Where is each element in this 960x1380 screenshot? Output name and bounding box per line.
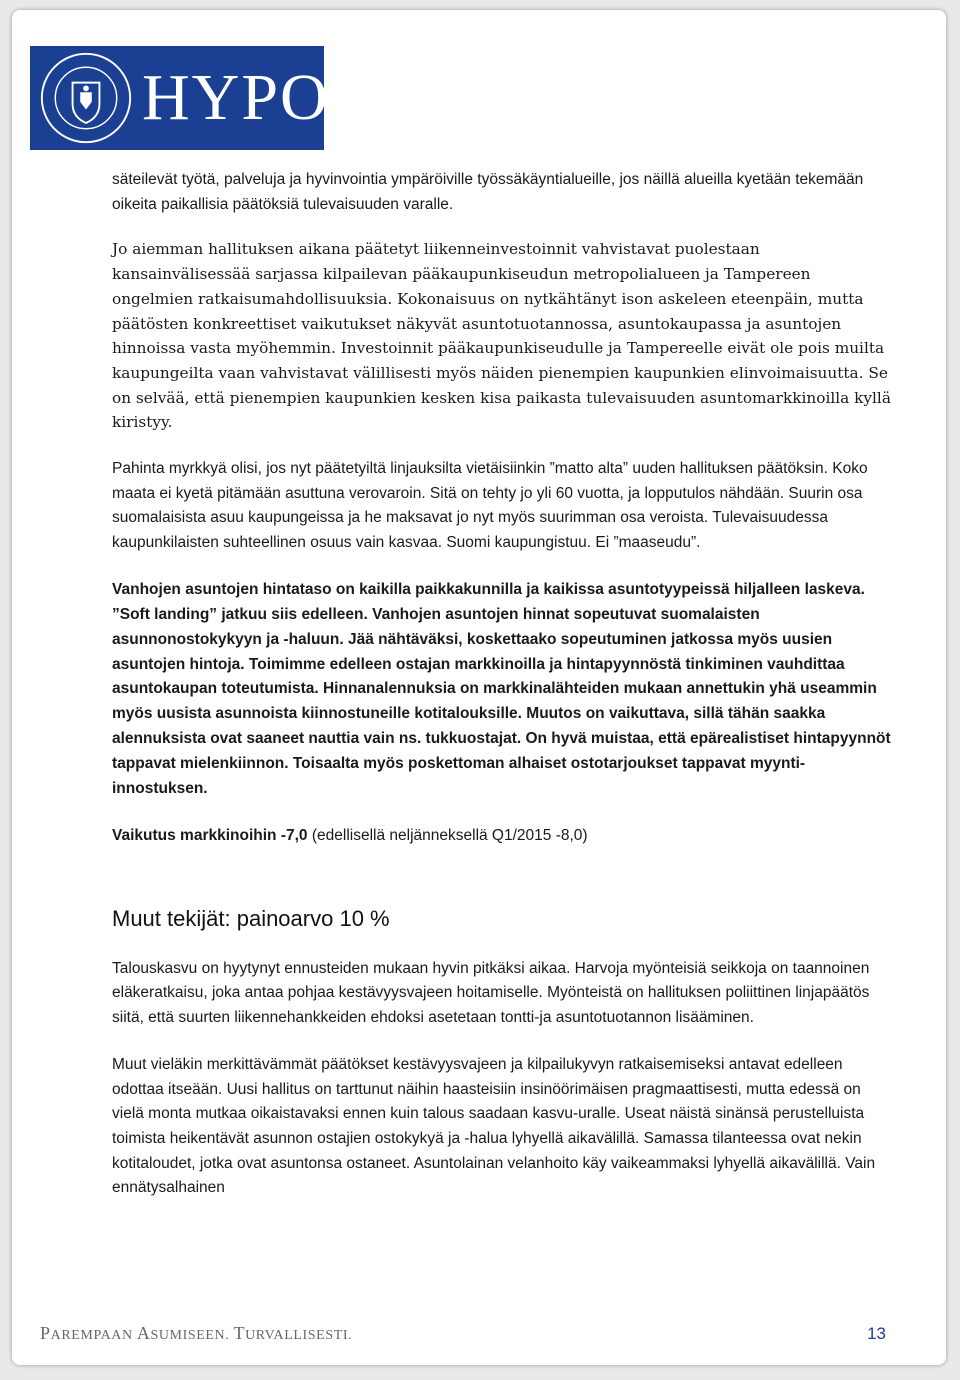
impact-line — [112, 824, 892, 849]
page-number: 13 — [867, 1324, 886, 1343]
document-page — [12, 10, 946, 1365]
section-heading: Muut tekijät: painoarvo 10 % — [112, 905, 390, 931]
hypo-logo — [30, 46, 330, 150]
footer-slogan: PAREMPAAN ASUMISEEN. TURVALLISESTI. — [40, 1323, 353, 1343]
paragraph-1: säteilevät työtä, palveluja ja hyvinvointia ympäröiville työssäkäyntialueille, jos näillä alueilla kyetään tekemään oikeita paikallisia päätöksiä tulevaisuuden varalle. — [112, 171, 864, 213]
paragraph-6: Muut vieläkin merkittävämmät päätökset kestävyysvajeen ja kilpailukyvyn ratkaisemiseksi antavat edelleen odottaa itseään. Uusi hallitus on tarttunut näihin haasteisiin insinöörimäisen pragmaattisesti, mutta edessä on vielä monta mutkaa oikaistavaksi ennen kuin talous saadaan kasvu-uralle. Useat näistä sinänsä perustelluista toimista heikentävät asunnon ostajien ostokykyä ja -halua lyhyellä aikavälillä. Samassa tilanteessa ovat nekin kotitaloudet, jotka ovat asuntonsa ostaneet. Asuntolainan velanhoito käy vaikeammaksi lyhyellä aikavälillä. Vain ennätysalhainen — [112, 1055, 876, 1197]
paragraph-4-bold: Vanhojen asuntojen hintataso on kaikilla paikkakunnilla ja kaikissa asuntotyypeissä hiljalleen laskeva. ”Soft landing” jatkuu siis edelleen. Vanhojen asuntojen hinnat sopeutuvat suomalaisten asunnonostokykyyn ja -haluun. Jää nähtäväksi, koskettaako sopeutuminen jatkossa myös uusien asuntojen hintoja. Toimimme edelleen ostajan markkinoilla ja hintapyynnöstä tinkiminen vauhdittaa asuntokaupan toteutumista. Hinnanalennuksia on markkinalähteiden mukaan annettukin yhä useammin myös uusista asunnoista kiinnostuneille kotitalouksille. Muutos on vaikuttava, sillä tähän saakka alennuksista ovat saaneet nauttia vain ns. tukkuostajat. On hyvä muistaa, että epärealistiset hintapyynnöt tappavat mielenkiinnon. Toisaalta myös poskettoman alhaiset ostotarjoukset tappavat myynti-innostuksen. — [112, 580, 891, 798]
paragraph-3: Pahinta myrkkyä olisi, jos nyt päätetyiltä linjauksilta vietäisiinkin ”matto alta” uuden hallituksen päätöksin. Koko maata ei kyetä pitämään asuttuna verovaroin. Sitä on tehty jo yli 60 vuotta, ja lopputulos nähdään. Suurin osa suomalaisista asuu kaupungeissa ja he maksavat jo nyt myös suurimman osa veroista. Tulevaisuudessa kaupunkilaisten suhteellinen osuus vain kasvaa. Suomi kaupungistuu. Ei ”maaseudu”. — [112, 460, 868, 552]
paragraph-5: Talouskasvu on hyytynyt ennusteiden mukaan hyvin pitkäksi aikaa. Harvoja myönteisiä seikkoja on taannoinen eläkeratkaisu, joka antaa pohjaa kestävyysvajeen hoitamiselle. Myönteistä on hallituksen poliittinen linjapäätös siitä, että suurten liikennehankkeiden ehdoksi asetetaan tontti-ja asuntotuotannon lisääminen. — [112, 959, 870, 1027]
impact-detail: (edellisellä neljänneksellä Q1/2015 -8,0) — [307, 827, 588, 844]
impact-label: Vaikutus markkinoihin -7,0 — [112, 827, 308, 844]
hypo-seal-icon — [38, 50, 134, 146]
paragraph-2: Jo aiemman hallituksen aikana päätetyt liikenneinvestoinnit vahvistavat puolestaan kansainvälisessää sarjassa kilpailevan pääkaupunkiseudun metropolialueen ja Tampereen ongelmien ratkaisumahdollisuuksia. Kokonaisuus on nytkähtänyt ison askeleen eteenpäin, mutta päätösten konkreettiset vaikutukset näkyvät asuntotuotannossa, asuntokaupassa ja asuntojen hinnoissa vasta myöhemmin. Investoinnit pääkaupunkiseudulle ja Tampereelle eivät ole pois muilta kaupungeilta vaan vahvistavat välillisesti myös näiden pienempien kaupunkien elinvoimaisuutta. Se on selvää, että pienempien kaupunkien kesken kisa paikasta tulevaisuuden asuntomarkkinoilla kyllä kiristyy. — [112, 240, 891, 432]
document-content — [112, 168, 892, 1201]
brand-name: HYPO — [142, 61, 330, 134]
